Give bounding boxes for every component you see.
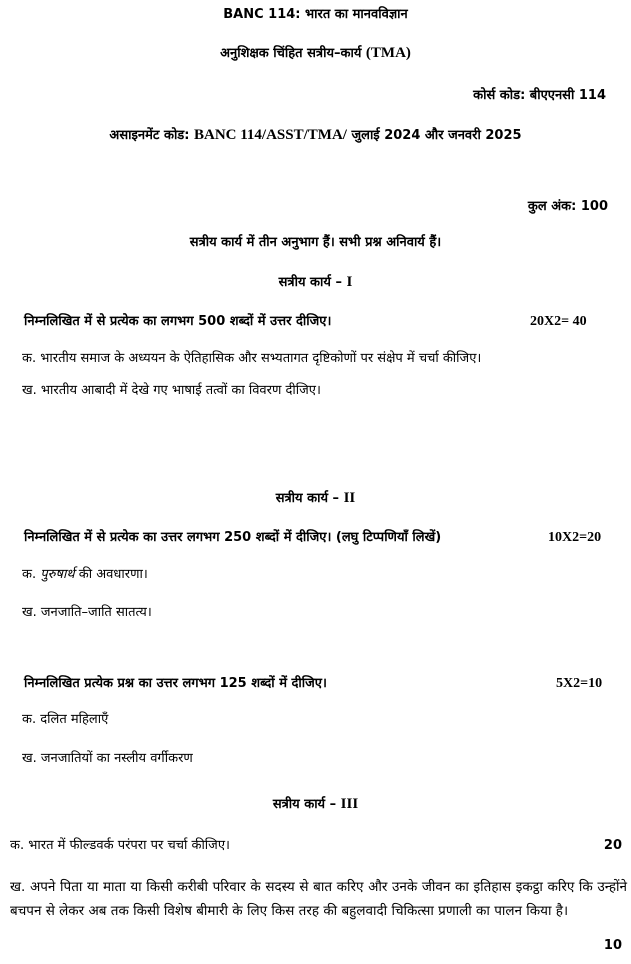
section-2-instruction: निम्नलिखित में से प्रत्येक का उत्तर लगभग 250 शब्दों में दीजिए। (लघु टिप्पणियाँ लिखें) [24,530,442,545]
section-3-question-a-marks: 20 [603,838,622,853]
section-2-instruction-2: निम्नलिखित प्रत्येक प्रश्न का उत्तर लगभग 125 शब्दों में दीजिए। [24,676,327,691]
assignment-code-line [0,125,631,146]
section-1-marks: 20X2= 40 [530,314,587,329]
assignment-code: BANC 114/ASST/TMA/ [194,127,347,143]
section-2-question-c: क. दलित महिलाएँ [22,712,109,727]
document-title-hindi: अनुशिक्षक चिंहित सत्रीय–कार्य [220,46,362,61]
section-heading-1: सत्रीय कार्य – I [278,274,353,290]
general-instruction: सत्रीय कार्य में तीन अनुभाग हैं। सभी प्रश्न अनिवार्य हैं। [189,235,442,250]
course-title: BANC 114: भारत का मानवविज्ञान [223,7,408,22]
section-2-marks-2: 5X2=10 [556,676,603,691]
section-2-question-d: ख. जनजातियों का नस्लीय वर्गीकरण [22,751,193,766]
section-3-question-b: ख. अपने पिता या माता या किसी करीबी परिवार के सदस्य से बात करिए और उनके जीवन का इतिहास इकट्ठा करिए कि उन्होंने बचपन से लेकर अब तक किसी विशेष बीमारी के लिए किस तरह की बहुलवादी चिकित्सा प्रणाली का पालन किया है। [10,879,627,919]
assignment-session: जुलाई 2024 और जनवरी 2025 [351,128,522,143]
total-marks: कुल अंक: 100 [527,199,608,214]
section-1-question-a: क. भारतीय समाज के अध्ययन के ऐतिहासिक और सभ्यतागत दृष्टिकोणों पर संक्षेप में चर्चा कीजिए। [22,351,482,366]
section-3-question-b-marks: 10 [603,938,622,953]
section-1-question-b: ख. भारतीय आबादी में देखे गए भाषाई तत्वों का विवरण दीजिए। [22,383,321,398]
section-heading-3: सत्रीय कार्य – III [272,796,359,812]
section-heading-2: सत्रीय कार्य – II [275,490,356,506]
section-3-question-a: क. भारत में फील्डवर्क परंपरा पर चर्चा कीजिए। [10,838,230,853]
section-2-question-a: क. पुरुषार्थ की अवधारणा। [22,567,148,582]
document-title [0,43,631,64]
purushartha-term: पुरुषार्थ [40,567,75,582]
section-2-question-b: ख. जनजाति–जाति सातत्य। [22,605,152,620]
section-2-marks: 10X2=20 [548,530,602,545]
course-code: कोर्स कोड: बीएएनसी 114 [473,88,606,103]
assignment-code-label: असाइनमेंट कोड: [109,128,190,143]
document-title-abbr: (TMA) [365,45,411,61]
section-1-instruction: निम्नलिखित में से प्रत्येक का लगभग 500 शब्दों में उत्तर दीजिए। [24,314,332,329]
